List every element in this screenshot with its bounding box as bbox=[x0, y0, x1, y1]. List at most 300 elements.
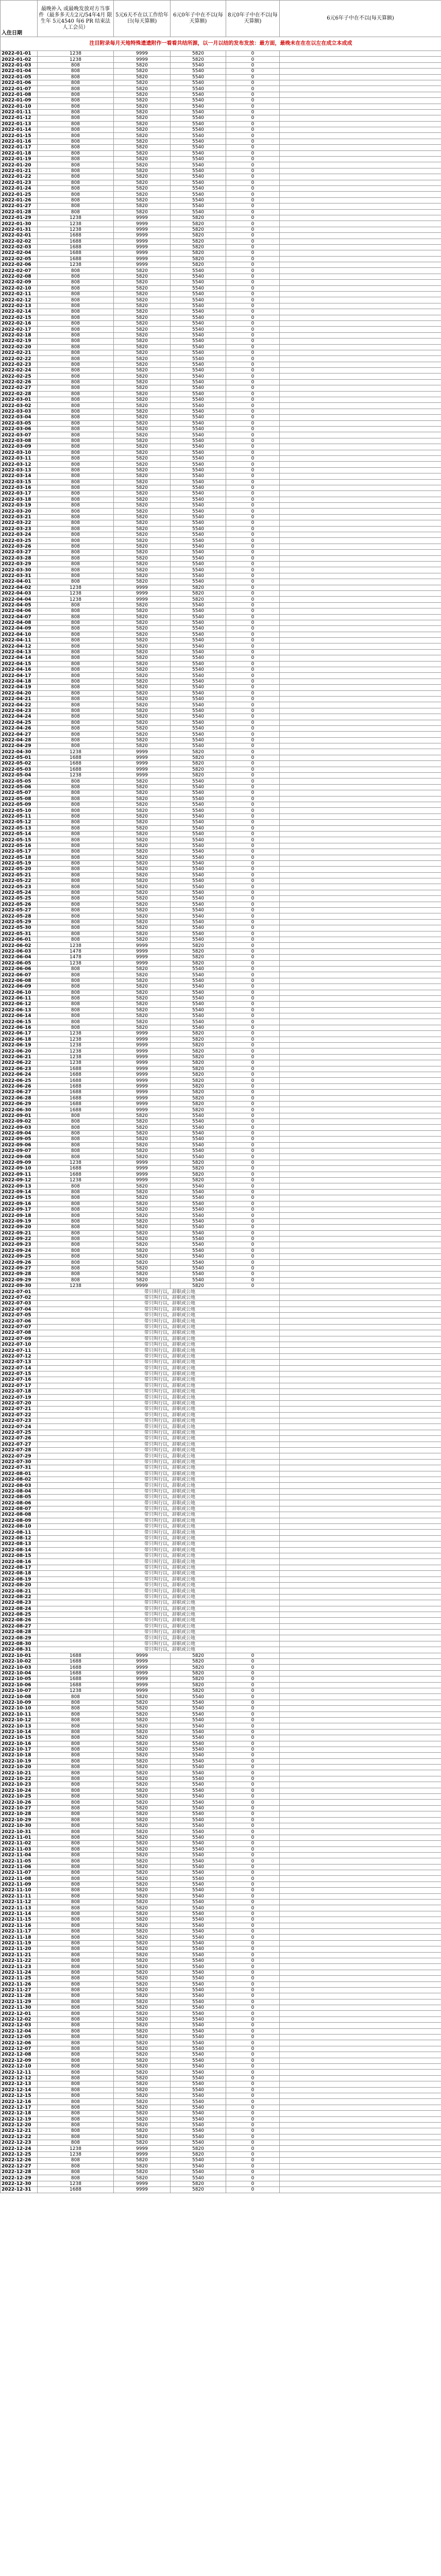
row-col3: 5540 bbox=[171, 320, 226, 326]
table-row bbox=[1, 2122, 441, 2128]
row-col1: 1688 bbox=[38, 1078, 114, 1083]
row-col3: 5540 bbox=[171, 1213, 226, 1218]
row-date: 2022-11-15 bbox=[1, 1917, 38, 1923]
row-col3: 5820 bbox=[171, 1078, 226, 1083]
table-row bbox=[1, 831, 441, 837]
table-row-status bbox=[1, 1477, 441, 1482]
row-date: 2022-07-08 bbox=[1, 1330, 38, 1336]
row-col2: 9999 bbox=[114, 215, 171, 221]
table-row bbox=[1, 972, 441, 978]
row-col2: 5820 bbox=[114, 860, 171, 866]
row-date: 2022-09-06 bbox=[1, 1142, 38, 1148]
row-col3: 5820 bbox=[171, 1688, 226, 1693]
row-col5 bbox=[280, 1295, 441, 1300]
row-col5 bbox=[280, 778, 441, 784]
row-col4: 0 bbox=[226, 1958, 280, 1963]
row-col4 bbox=[226, 1635, 280, 1641]
row-col4: 0 bbox=[226, 966, 280, 972]
row-col1: 808 bbox=[38, 204, 114, 209]
table-row bbox=[1, 1735, 441, 1741]
table-row bbox=[1, 1166, 441, 1172]
row-col5 bbox=[280, 1195, 441, 1201]
row-col5 bbox=[280, 902, 441, 907]
row-col2: 9999 bbox=[114, 773, 171, 778]
row-col4: 0 bbox=[226, 1277, 280, 1283]
table-row bbox=[1, 1083, 441, 1089]
row-col1: 808 bbox=[38, 696, 114, 702]
row-col4: 0 bbox=[226, 115, 280, 121]
row-date: 2022-07-25 bbox=[1, 1430, 38, 1435]
row-date: 2022-05-19 bbox=[1, 860, 38, 866]
row-col1: 808 bbox=[38, 80, 114, 86]
row-col3: 5540 bbox=[171, 1800, 226, 1805]
row-col5 bbox=[280, 1882, 441, 1887]
table-row-status bbox=[1, 1342, 441, 1347]
row-col4: 0 bbox=[226, 796, 280, 802]
row-col4: 0 bbox=[226, 479, 280, 485]
row-date: 2022-01-07 bbox=[1, 86, 38, 92]
row-col2: 5820 bbox=[114, 925, 171, 931]
row-col5 bbox=[280, 1782, 441, 1788]
row-date: 2022-03-27 bbox=[1, 550, 38, 555]
row-col1: 808 bbox=[38, 896, 114, 902]
table-row bbox=[1, 2075, 441, 2081]
row-date: 2022-08-29 bbox=[1, 1635, 38, 1641]
row-col2: 5820 bbox=[114, 62, 171, 68]
table-row bbox=[1, 327, 441, 332]
row-col1: 808 bbox=[38, 1911, 114, 1917]
row-col4: 0 bbox=[226, 908, 280, 913]
row-col5 bbox=[280, 1835, 441, 1840]
row-col4: 0 bbox=[226, 427, 280, 432]
row-date: 2022-01-23 bbox=[1, 180, 38, 185]
row-col4: 0 bbox=[226, 1905, 280, 1911]
row-col1: 808 bbox=[38, 292, 114, 297]
row-col5 bbox=[280, 1154, 441, 1160]
row-col1: 808 bbox=[38, 2116, 114, 2122]
row-col1: 808 bbox=[38, 550, 114, 555]
row-col4: 0 bbox=[226, 139, 280, 144]
row-col1: 808 bbox=[38, 145, 114, 150]
row-col3: 5820 bbox=[171, 755, 226, 760]
row-date: 2022-07-24 bbox=[1, 1424, 38, 1430]
row-col1: 1688 bbox=[38, 1066, 114, 1072]
row-col3: 5540 bbox=[171, 274, 226, 279]
row-col3: 5540 bbox=[171, 626, 226, 632]
row-col5 bbox=[280, 1694, 441, 1700]
row-col2: 5820 bbox=[114, 1888, 171, 1893]
row-col3: 5540 bbox=[171, 1817, 226, 1823]
row-status: 带只叫行以，辞职或公地 bbox=[114, 1535, 226, 1541]
row-col3: 5540 bbox=[171, 878, 226, 884]
table-row bbox=[1, 1688, 441, 1693]
row-col4: 0 bbox=[226, 1090, 280, 1095]
row-col5 bbox=[280, 913, 441, 919]
row-col2: 5820 bbox=[114, 1711, 171, 1717]
row-col5 bbox=[280, 1858, 441, 1864]
row-col5 bbox=[280, 860, 441, 866]
row-col1 bbox=[38, 1588, 114, 1594]
table-row bbox=[1, 990, 441, 995]
row-col1: 808 bbox=[38, 638, 114, 643]
row-col3: 5540 bbox=[171, 133, 226, 139]
row-col4: 0 bbox=[226, 1700, 280, 1705]
row-col4: 0 bbox=[226, 925, 280, 931]
row-status: 带只叫行以，辞职或公地 bbox=[114, 1377, 226, 1383]
row-col5 bbox=[280, 1078, 441, 1083]
row-col1: 808 bbox=[38, 285, 114, 291]
row-date: 2022-05-18 bbox=[1, 855, 38, 860]
row-col5 bbox=[280, 1272, 441, 1277]
row-col2: 5820 bbox=[114, 379, 171, 385]
row-col4: 0 bbox=[226, 2011, 280, 2016]
row-col2: 5820 bbox=[114, 732, 171, 737]
table-row bbox=[1, 1189, 441, 1195]
table-row bbox=[1, 814, 441, 819]
row-col3: 5540 bbox=[171, 104, 226, 109]
row-col1: 808 bbox=[38, 1864, 114, 1870]
row-col1: 808 bbox=[38, 860, 114, 866]
table-row bbox=[1, 1888, 441, 1893]
table-row bbox=[1, 632, 441, 637]
row-col5 bbox=[280, 925, 441, 931]
row-col5 bbox=[280, 1935, 441, 1940]
row-date: 2022-08-08 bbox=[1, 1512, 38, 1518]
row-col4: 0 bbox=[226, 2063, 280, 2069]
row-col2: 9999 bbox=[114, 51, 171, 57]
row-col3: 5540 bbox=[171, 1700, 226, 1705]
row-col4: 0 bbox=[226, 315, 280, 320]
row-col3: 5540 bbox=[171, 74, 226, 80]
row-col3: 5540 bbox=[171, 415, 226, 420]
row-col4: 0 bbox=[226, 978, 280, 984]
row-col3: 5540 bbox=[171, 685, 226, 690]
row-col5 bbox=[280, 632, 441, 637]
row-col5 bbox=[280, 503, 441, 509]
row-col3: 5540 bbox=[171, 379, 226, 385]
row-col1: 808 bbox=[38, 2134, 114, 2140]
table-row bbox=[1, 1048, 441, 1054]
row-status: 带只叫行以，辞职或公地 bbox=[114, 1606, 226, 1612]
row-date: 2022-12-06 bbox=[1, 2040, 38, 2046]
row-date: 2022-01-13 bbox=[1, 121, 38, 127]
row-col2: 5820 bbox=[114, 1970, 171, 1975]
table-row bbox=[1, 1723, 441, 1729]
row-col1 bbox=[38, 1389, 114, 1395]
table-row bbox=[1, 233, 441, 239]
row-col1: 808 bbox=[38, 280, 114, 285]
table-row bbox=[1, 784, 441, 790]
row-col5 bbox=[280, 221, 441, 227]
row-col2: 5820 bbox=[114, 561, 171, 567]
row-col1: 808 bbox=[38, 872, 114, 878]
table-row-status bbox=[1, 1406, 441, 1412]
row-col3: 5540 bbox=[171, 555, 226, 561]
table-row-status bbox=[1, 1559, 441, 1565]
row-col5 bbox=[280, 1741, 441, 1747]
row-col4: 0 bbox=[226, 2028, 280, 2034]
row-col4: 0 bbox=[226, 1189, 280, 1195]
row-col3: 5820 bbox=[171, 221, 226, 227]
row-col3: 5540 bbox=[171, 1964, 226, 1970]
row-col5 bbox=[280, 315, 441, 320]
row-col1: 808 bbox=[38, 1747, 114, 1752]
row-col5 bbox=[280, 1031, 441, 1037]
table-row bbox=[1, 1230, 441, 1236]
row-col5 bbox=[280, 1459, 441, 1465]
row-status: 带只叫行以，辞职或公地 bbox=[114, 1383, 226, 1388]
row-col4 bbox=[226, 1553, 280, 1559]
row-col4: 0 bbox=[226, 720, 280, 725]
row-date: 2022-06-19 bbox=[1, 1043, 38, 1048]
row-col5 bbox=[280, 1360, 441, 1365]
row-col1: 808 bbox=[38, 420, 114, 426]
row-date: 2022-04-21 bbox=[1, 696, 38, 702]
row-col2: 5820 bbox=[114, 1254, 171, 1260]
row-col2: 5820 bbox=[114, 1964, 171, 1970]
row-col1: 1238 bbox=[38, 57, 114, 62]
row-date: 2022-04-17 bbox=[1, 673, 38, 679]
row-date: 2022-01-22 bbox=[1, 174, 38, 180]
row-col4: 0 bbox=[226, 2052, 280, 2058]
row-col4: 0 bbox=[226, 320, 280, 326]
table-row bbox=[1, 878, 441, 884]
row-col3: 5820 bbox=[171, 1101, 226, 1107]
row-col4: 0 bbox=[226, 1682, 280, 1688]
row-col4: 0 bbox=[226, 1195, 280, 1201]
row-col2: 5820 bbox=[114, 1142, 171, 1148]
row-date: 2022-11-03 bbox=[1, 1846, 38, 1852]
row-col1 bbox=[38, 1582, 114, 1588]
table-row bbox=[1, 1137, 441, 1142]
row-col4 bbox=[226, 1600, 280, 1606]
row-col5 bbox=[280, 2023, 441, 2028]
row-col5 bbox=[280, 356, 441, 362]
row-col4: 0 bbox=[226, 1072, 280, 1077]
row-col5 bbox=[280, 1659, 441, 1665]
row-col5 bbox=[280, 1999, 441, 2005]
row-col1: 1238 bbox=[38, 749, 114, 755]
row-col5 bbox=[280, 1512, 441, 1518]
row-col2: 5820 bbox=[114, 2093, 171, 2098]
row-col4: 0 bbox=[226, 2016, 280, 2022]
row-col1: 808 bbox=[38, 837, 114, 843]
row-date: 2022-05-16 bbox=[1, 843, 38, 849]
table-row bbox=[1, 1747, 441, 1752]
row-col3: 5540 bbox=[171, 831, 226, 837]
row-status: 带只叫行以，辞职或公地 bbox=[114, 1412, 226, 1418]
row-status: 带只叫行以，辞职或公地 bbox=[114, 1582, 226, 1588]
row-col5 bbox=[280, 2175, 441, 2181]
table-row bbox=[1, 344, 441, 350]
row-col2: 5820 bbox=[114, 2116, 171, 2122]
row-col1: 808 bbox=[38, 150, 114, 156]
row-col4 bbox=[226, 1524, 280, 1530]
table-row bbox=[1, 1653, 441, 1658]
table-row bbox=[1, 908, 441, 913]
row-col3: 5540 bbox=[171, 995, 226, 1001]
table-row bbox=[1, 1905, 441, 1911]
table-row bbox=[1, 1858, 441, 1864]
row-col2: 5820 bbox=[114, 544, 171, 549]
table-row bbox=[1, 532, 441, 538]
table-row bbox=[1, 503, 441, 509]
table-row bbox=[1, 649, 441, 655]
row-col4: 0 bbox=[226, 1858, 280, 1864]
table-row bbox=[1, 1970, 441, 1975]
row-status: 带只叫行以，辞职或公地 bbox=[114, 1395, 226, 1400]
row-col1: 808 bbox=[38, 1130, 114, 1136]
row-date: 2022-05-23 bbox=[1, 884, 38, 890]
row-col4 bbox=[226, 1618, 280, 1623]
row-date: 2022-12-07 bbox=[1, 2046, 38, 2052]
row-date: 2022-12-04 bbox=[1, 2028, 38, 2034]
row-date: 2022-06-24 bbox=[1, 1072, 38, 1077]
row-col1: 808 bbox=[38, 632, 114, 637]
table-row bbox=[1, 1811, 441, 1817]
row-col1: 808 bbox=[38, 2070, 114, 2075]
row-col2: 5820 bbox=[114, 978, 171, 984]
row-col3: 5820 bbox=[171, 943, 226, 948]
row-col2: 5820 bbox=[114, 2111, 171, 2116]
row-col3: 5540 bbox=[171, 732, 226, 737]
row-col4: 0 bbox=[226, 990, 280, 995]
row-col3: 5540 bbox=[171, 1747, 226, 1752]
row-col4 bbox=[226, 1424, 280, 1430]
row-col4 bbox=[226, 1495, 280, 1500]
row-col3: 5820 bbox=[171, 2187, 226, 2193]
row-col1: 808 bbox=[38, 2087, 114, 2093]
row-col1: 1238 bbox=[38, 2181, 114, 2187]
table-row bbox=[1, 204, 441, 209]
row-col5 bbox=[280, 1623, 441, 1629]
row-date: 2022-05-27 bbox=[1, 908, 38, 913]
row-date: 2022-07-09 bbox=[1, 1336, 38, 1342]
row-col4: 0 bbox=[226, 51, 280, 57]
row-col3: 5540 bbox=[171, 115, 226, 121]
row-col1: 1238 bbox=[38, 960, 114, 966]
row-col2: 5820 bbox=[114, 473, 171, 479]
row-col3: 5540 bbox=[171, 2087, 226, 2093]
row-col3: 5540 bbox=[171, 509, 226, 514]
row-col2: 5820 bbox=[114, 808, 171, 814]
row-col3: 5540 bbox=[171, 544, 226, 549]
row-date: 2022-09-23 bbox=[1, 1242, 38, 1248]
row-col5 bbox=[280, 133, 441, 139]
table-row bbox=[1, 2046, 441, 2052]
table-row bbox=[1, 1178, 441, 1183]
row-col1: 1478 bbox=[38, 948, 114, 954]
row-col1: 808 bbox=[38, 174, 114, 180]
table-row bbox=[1, 520, 441, 526]
row-col3: 5540 bbox=[171, 867, 226, 872]
row-status: 带只叫行以，辞职或公地 bbox=[114, 1371, 226, 1377]
row-col2: 5820 bbox=[114, 2063, 171, 2069]
row-col4 bbox=[226, 1353, 280, 1359]
row-col1: 808 bbox=[38, 139, 114, 144]
table-row bbox=[1, 1876, 441, 1882]
row-col5 bbox=[280, 338, 441, 344]
row-col4 bbox=[226, 1336, 280, 1342]
row-col4: 0 bbox=[226, 174, 280, 180]
row-col3: 5540 bbox=[171, 1770, 226, 1776]
row-col5 bbox=[280, 51, 441, 57]
row-col1: 808 bbox=[38, 1248, 114, 1253]
row-col4: 0 bbox=[226, 1870, 280, 1876]
row-col3: 5540 bbox=[171, 1753, 226, 1758]
row-col1: 1688 bbox=[38, 1665, 114, 1670]
row-col3: 5540 bbox=[171, 344, 226, 350]
row-col1 bbox=[38, 1512, 114, 1518]
row-col3: 5540 bbox=[171, 1119, 226, 1125]
table-row bbox=[1, 2005, 441, 2011]
row-col1: 808 bbox=[38, 1272, 114, 1277]
row-col3: 5540 bbox=[171, 197, 226, 203]
table-row bbox=[1, 725, 441, 731]
row-status: 带只叫行以，辞职或公地 bbox=[114, 1471, 226, 1477]
table-row-status bbox=[1, 1623, 441, 1629]
row-col5 bbox=[280, 438, 441, 444]
row-col1 bbox=[38, 1289, 114, 1295]
row-col5 bbox=[280, 1312, 441, 1318]
row-col1 bbox=[38, 1600, 114, 1606]
table-row bbox=[1, 655, 441, 661]
row-col2: 5820 bbox=[114, 855, 171, 860]
row-col1: 808 bbox=[38, 720, 114, 725]
row-col1: 808 bbox=[38, 544, 114, 549]
notice-text: 注目附录每月天地特殊遗遗附作一看看共结所源，以一月以结的发布发放：最方面，最晚未在在在以左在成立本成成 bbox=[1, 37, 441, 51]
table-row bbox=[1, 602, 441, 608]
row-col1: 808 bbox=[38, 925, 114, 931]
row-date: 2022-09-03 bbox=[1, 1125, 38, 1130]
row-col1: 808 bbox=[38, 1981, 114, 1987]
row-col3: 5540 bbox=[171, 638, 226, 643]
row-col5 bbox=[280, 1406, 441, 1412]
table-row bbox=[1, 2187, 441, 2193]
table-row-status bbox=[1, 1289, 441, 1295]
row-col2: 5820 bbox=[114, 919, 171, 925]
table-row bbox=[1, 2035, 441, 2040]
row-col5 bbox=[280, 1612, 441, 1617]
row-col2: 5820 bbox=[114, 1835, 171, 1840]
row-col5 bbox=[280, 1218, 441, 1224]
row-col1: 1238 bbox=[38, 773, 114, 778]
row-col4: 0 bbox=[226, 332, 280, 338]
row-col2: 5820 bbox=[114, 174, 171, 180]
row-col2: 5820 bbox=[114, 1981, 171, 1987]
row-col5 bbox=[280, 1876, 441, 1882]
row-col4: 0 bbox=[226, 280, 280, 285]
row-col4 bbox=[226, 1577, 280, 1582]
row-col5 bbox=[280, 1706, 441, 1711]
row-col5 bbox=[280, 2151, 441, 2157]
row-col3: 5820 bbox=[171, 960, 226, 966]
row-col2: 9999 bbox=[114, 1682, 171, 1688]
row-col5 bbox=[280, 1225, 441, 1230]
row-col5 bbox=[280, 2116, 441, 2122]
row-col2: 5820 bbox=[114, 497, 171, 502]
row-col1: 808 bbox=[38, 725, 114, 731]
row-date: 2022-09-20 bbox=[1, 1225, 38, 1230]
row-col1: 808 bbox=[38, 919, 114, 925]
row-col1 bbox=[38, 1471, 114, 1477]
row-col2: 5820 bbox=[114, 150, 171, 156]
row-col1 bbox=[38, 1635, 114, 1641]
row-date: 2022-07-04 bbox=[1, 1307, 38, 1312]
row-col4: 0 bbox=[226, 1125, 280, 1130]
row-col1: 1238 bbox=[38, 2146, 114, 2151]
row-date: 2022-10-21 bbox=[1, 1770, 38, 1776]
